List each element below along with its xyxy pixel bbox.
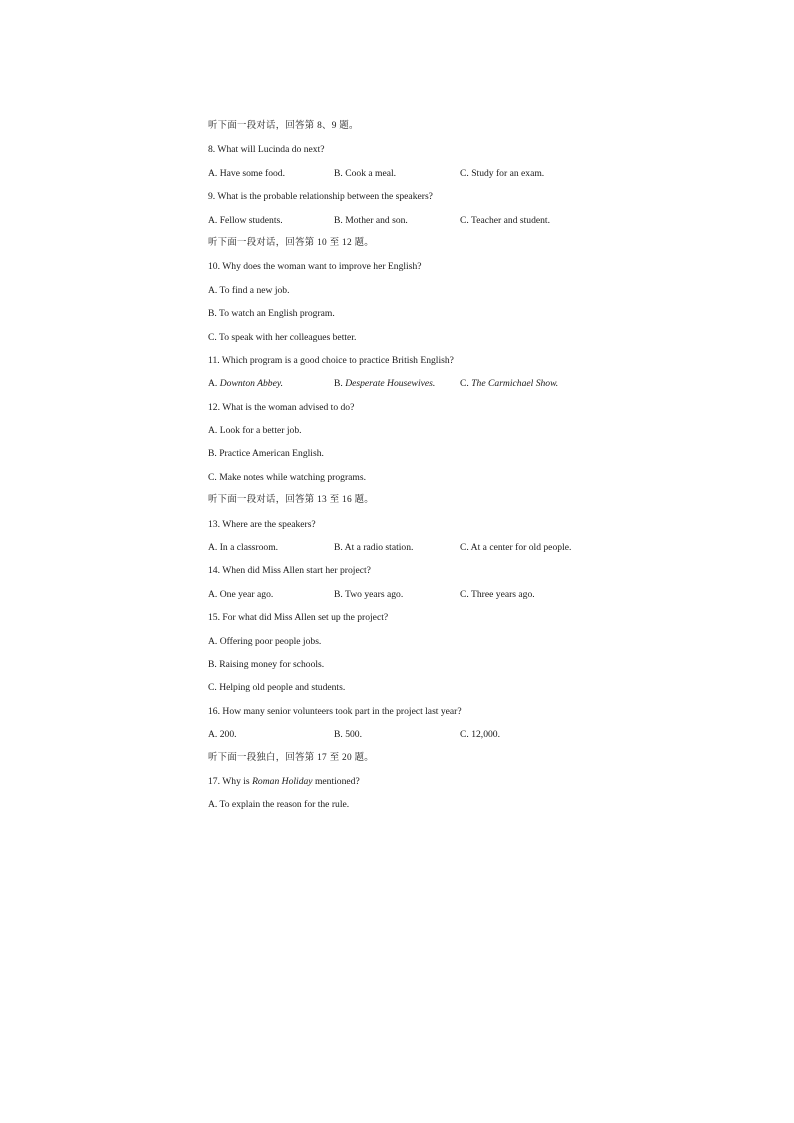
option-11a-prefix: A. — [208, 378, 220, 390]
question-13: 13. Where are the speakers? — [208, 518, 316, 530]
option-8a: A. Have some food. — [208, 167, 285, 179]
option-11c-title: The Carmichael Show. — [471, 378, 559, 390]
question-17-title: Roman Holiday — [252, 775, 313, 787]
question-8: 8. What will Lucinda do next? — [208, 144, 325, 156]
option-11a-title: Downton Abbey. — [219, 378, 283, 390]
option-12b: B. Practice American English. — [208, 448, 324, 460]
question-11: 11. Which program is a good choice to practice British English? — [208, 354, 454, 366]
option-8b: B. Cook a meal. — [334, 167, 397, 179]
question-16: 16. How many senior volunteers took part in the project last year? — [208, 705, 462, 717]
option-15a: A. Offering poor people jobs. — [208, 635, 322, 647]
options-9 — [208, 209, 628, 232]
options-11 — [208, 372, 628, 395]
question-9: 9. What is the probable relationship between the speakers? — [208, 191, 433, 203]
options-16 — [208, 723, 628, 746]
option-11b-prefix: B. — [334, 378, 346, 390]
question-12: 12. What is the woman advised to do? — [208, 401, 355, 413]
option-11b — [334, 372, 460, 395]
question-17-prefix: 17. Why is — [208, 775, 253, 787]
option-16b: B. 500. — [334, 729, 362, 741]
option-10c: C. To speak with her colleagues better. — [208, 331, 357, 343]
option-11c-prefix: C. — [460, 378, 472, 390]
option-12c: C. Make notes while watching programs. — [208, 471, 366, 483]
section-instruction-17-20: 听下面一段独白，回答第 17 至 20 题。 — [208, 752, 374, 763]
option-13a: A. In a classroom. — [208, 542, 279, 554]
section-instruction-13-16: 听下面一段对话，回答第 13 至 16 题。 — [208, 495, 374, 506]
option-9c: C. Teacher and student. — [460, 214, 550, 226]
option-14b: B. Two years ago. — [334, 588, 404, 600]
options-8 — [208, 162, 628, 185]
option-14c: C. Three years ago. — [460, 588, 535, 600]
option-11b-title: Desperate Housewives. — [345, 378, 436, 390]
options-13 — [208, 536, 628, 559]
option-13b: B. At a radio station. — [334, 542, 414, 554]
option-17a: A. To explain the reason for the rule. — [208, 799, 350, 811]
option-15b: B. Raising money for schools. — [208, 658, 325, 670]
option-16c: C. 12,000. — [460, 729, 500, 741]
option-15c: C. Helping old people and students. — [208, 682, 346, 694]
question-14: 14. When did Miss Allen start her project? — [208, 565, 371, 577]
options-14 — [208, 583, 628, 606]
option-16a: A. 200. — [208, 729, 237, 741]
option-10a: A. To find a new job. — [208, 284, 290, 296]
option-14a: A. One year ago. — [208, 588, 274, 600]
listening-section — [208, 115, 628, 817]
option-13c: C. At a center for old people. — [460, 542, 572, 554]
option-9b: B. Mother and son. — [334, 214, 408, 226]
question-10: 10. Why does the woman want to improve her English? — [208, 261, 422, 273]
question-15: 15. For what did Miss Allen set up the project? — [208, 612, 389, 624]
option-11c — [460, 372, 628, 395]
question-17 — [208, 770, 628, 793]
option-8c: C. Study for an exam. — [460, 167, 545, 179]
question-17-suffix: mentioned? — [312, 775, 360, 787]
option-12a: A. Look for a better job. — [208, 425, 302, 437]
option-9a: A. Fellow students. — [208, 214, 283, 226]
option-11a — [208, 372, 334, 395]
section-instruction-8-9: 听下面一段对话，回答第 8、9 题。 — [208, 121, 359, 131]
section-instruction-10-12: 听下面一段对话，回答第 10 至 12 题。 — [208, 237, 374, 248]
option-10b: B. To watch an English program. — [208, 308, 335, 320]
